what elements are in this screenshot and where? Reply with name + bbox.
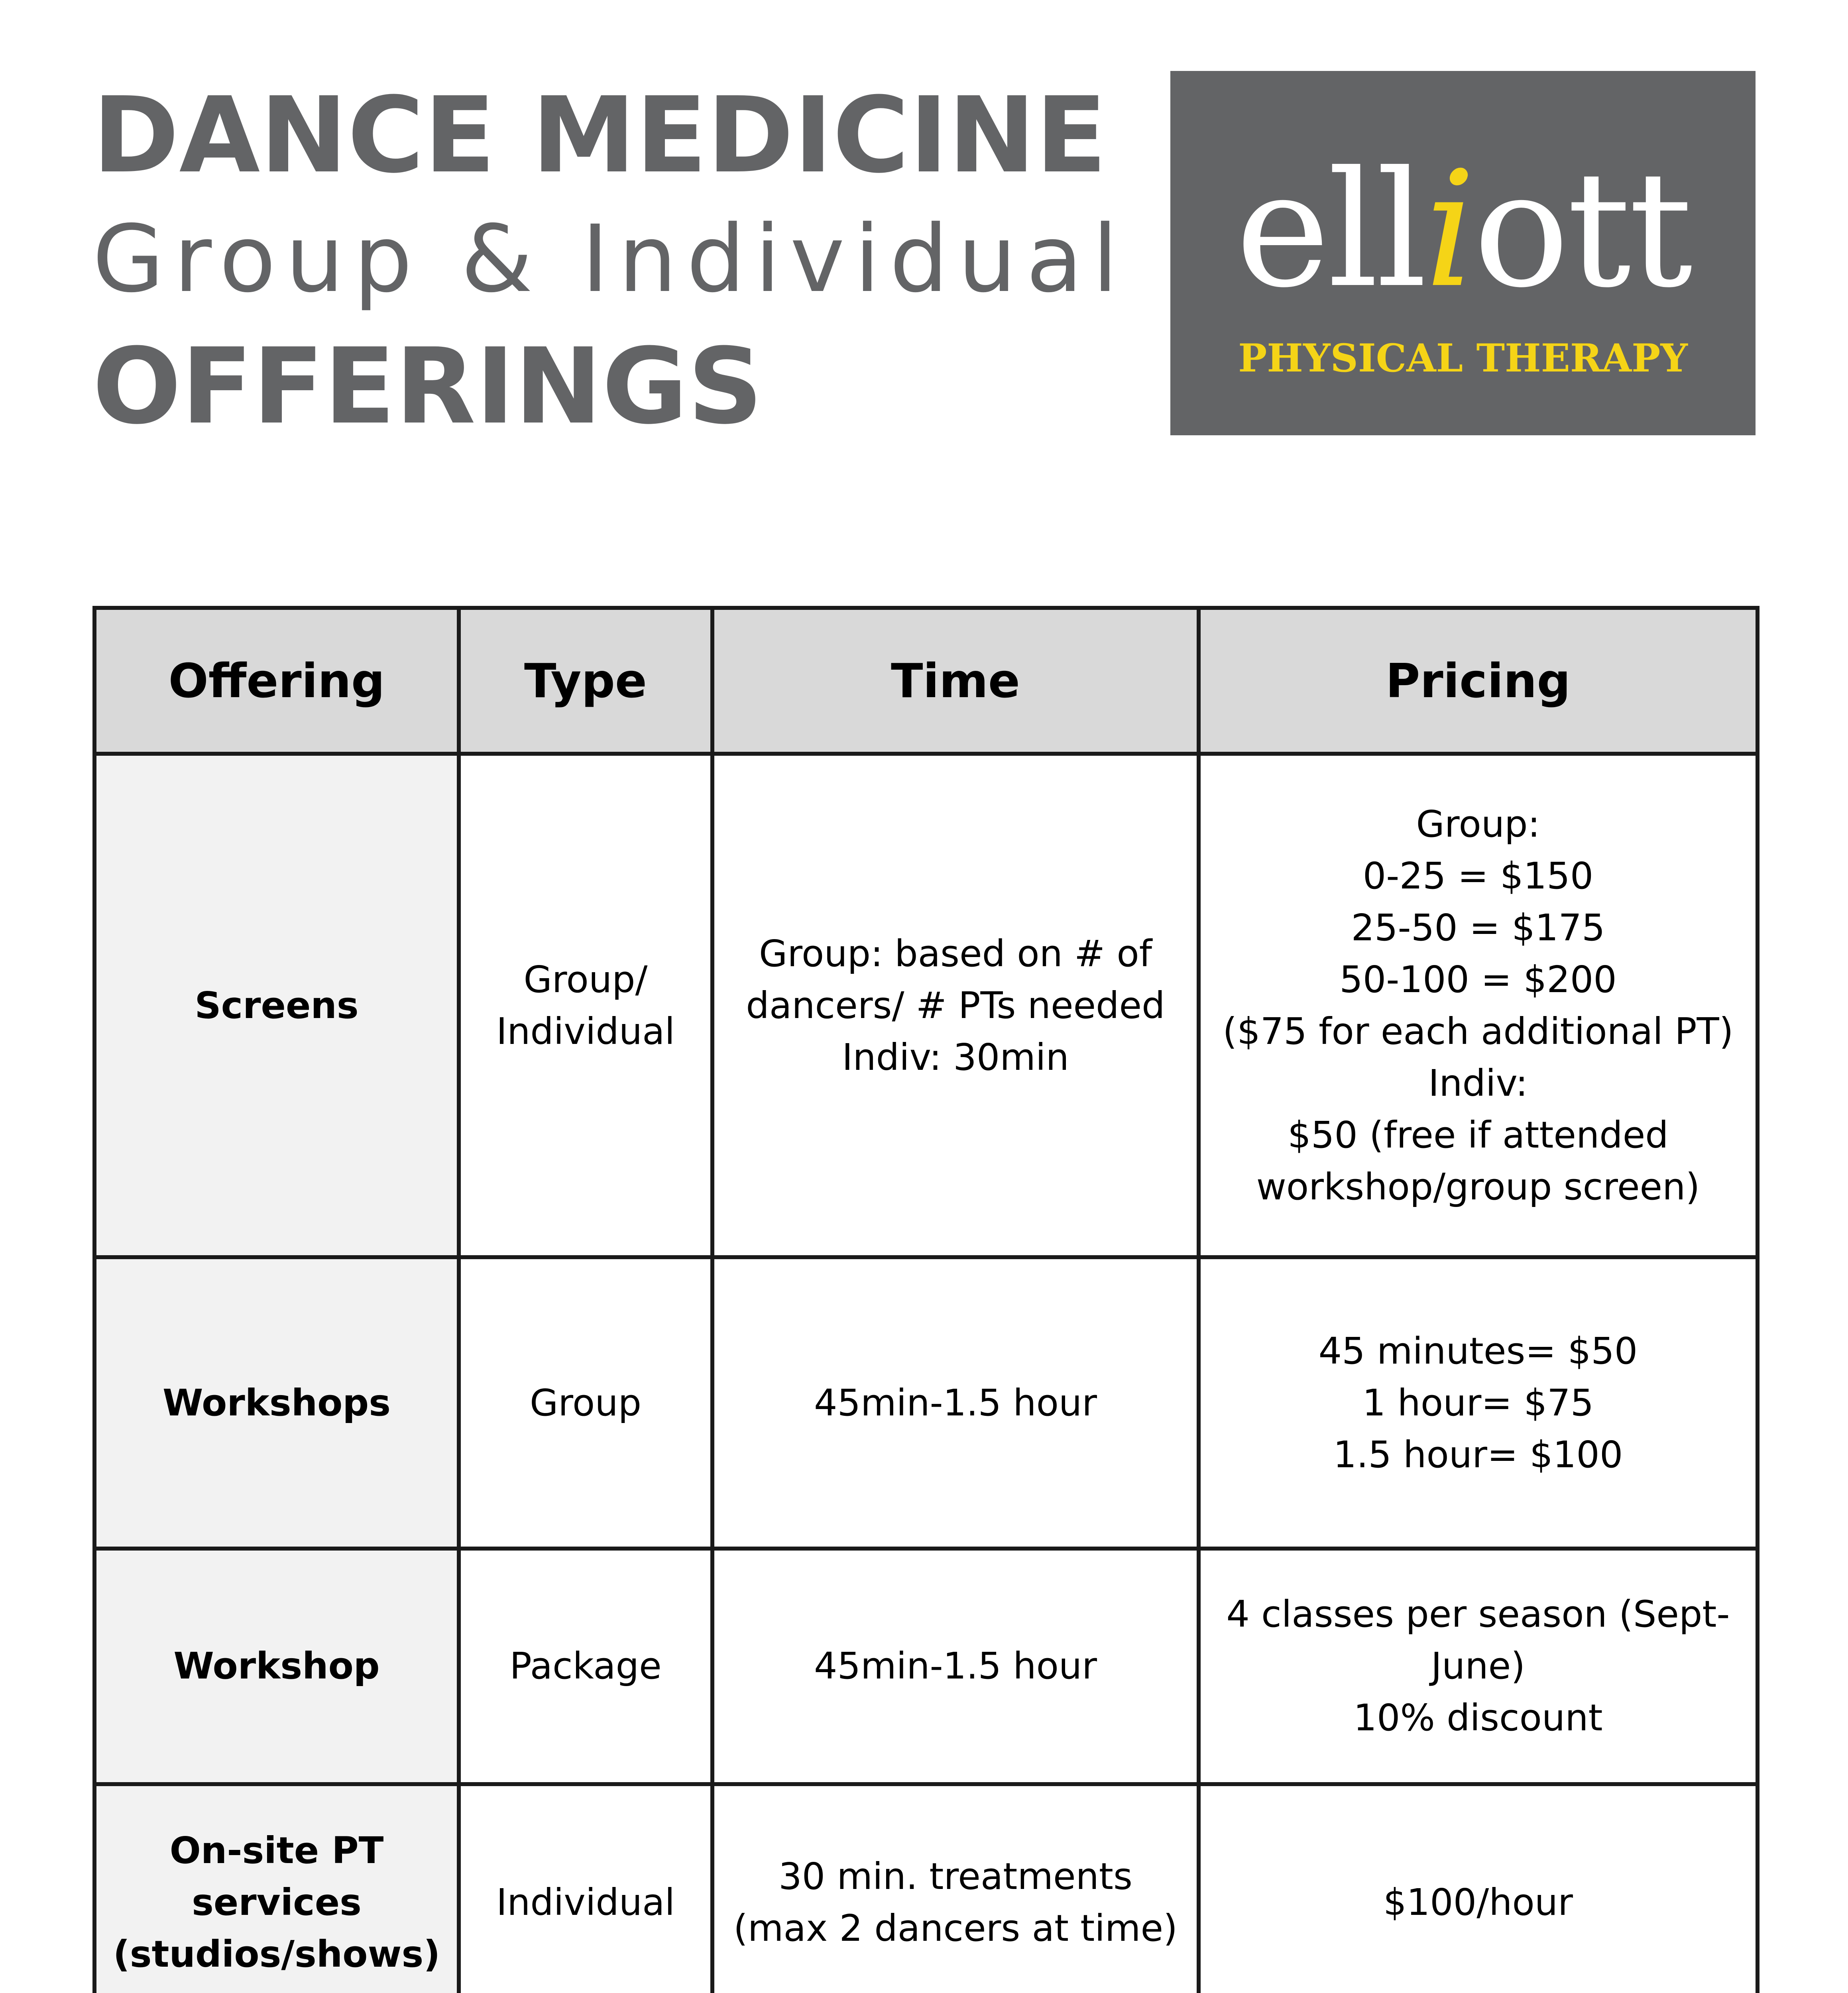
title-block (92, 76, 1128, 446)
cell-pricing (1199, 1257, 1758, 1549)
cell-pricing-line: ($75 for each additional PT) (1223, 1010, 1734, 1053)
table-row (94, 1257, 1758, 1549)
logo-word-start: ell (1235, 138, 1425, 323)
cell-pricing-line: 10% discount (1353, 1696, 1603, 1739)
logo-subtitle: PHYSICAL THERAPY (1238, 336, 1688, 381)
logo-wordmark (1170, 138, 1756, 323)
cell-type-line: Group (529, 1381, 642, 1424)
cell-pricing-line: 0-25 = $150 (1362, 854, 1594, 897)
cell-offering (94, 1257, 459, 1549)
page-title: DANCE MEDICINE (92, 75, 1107, 196)
cell-offering (94, 754, 459, 1257)
cell-pricing-line: 25-50 = $175 (1351, 906, 1605, 949)
table-row (94, 1549, 1758, 1784)
page-subtitle: Group & Individual (92, 205, 1128, 313)
cell-time-line: 30 min. treatments (779, 1855, 1132, 1898)
cell-pricing (1199, 1549, 1758, 1784)
cell-pricing-line: 4 classes per season (Sept- (1226, 1593, 1730, 1636)
cell-time (712, 1257, 1199, 1549)
cell-offering-line: Screens (195, 984, 359, 1027)
cell-type-line: Package (509, 1645, 662, 1688)
column-header-pricing: Pricing (1199, 608, 1758, 754)
table-header-row (94, 608, 1758, 754)
table-row (94, 1784, 1758, 1993)
cell-time (712, 1549, 1199, 1784)
logo-word-highlight: i (1425, 138, 1474, 323)
cell-pricing-line: 45 minutes= $50 (1318, 1329, 1638, 1372)
column-header-type: Type (459, 608, 712, 754)
elliott-logo (1170, 71, 1756, 435)
column-header-offering: Offering (94, 608, 459, 754)
cell-type-line: Individual (496, 1010, 675, 1053)
cell-offering-line: Workshops (162, 1381, 391, 1424)
table-row (94, 754, 1758, 1257)
page-title-offerings: OFFERINGS (92, 326, 763, 447)
cell-offering-line: (studios/shows) (113, 1933, 440, 1976)
cell-time-line: 45min-1.5 hour (814, 1645, 1097, 1688)
cell-type-line: Group/ (523, 958, 648, 1001)
cell-offering (94, 1784, 459, 1993)
cell-pricing-line: 50-100 = $200 (1339, 958, 1617, 1001)
cell-pricing-line: Group: (1416, 802, 1540, 845)
cell-type-line: Individual (496, 1881, 675, 1924)
logo-word-end: ott (1473, 138, 1691, 323)
cell-time-line: 45min-1.5 hour (814, 1381, 1097, 1424)
cell-pricing-line: $100/hour (1383, 1881, 1573, 1924)
cell-time (712, 1784, 1199, 1993)
cell-pricing-line: 1 hour= $75 (1362, 1381, 1594, 1424)
cell-pricing (1199, 754, 1758, 1257)
cell-pricing-line: 1.5 hour= $100 (1333, 1433, 1623, 1476)
cell-pricing-line: workshop/group screen) (1256, 1165, 1700, 1208)
cell-pricing-line: June) (1431, 1645, 1526, 1688)
cell-offering (94, 1549, 459, 1784)
cell-time-line: Group: based on # of (759, 932, 1152, 975)
cell-type (459, 1549, 712, 1784)
cell-type (459, 1784, 712, 1993)
cell-offering-line: services (192, 1881, 362, 1924)
offerings-table (92, 606, 1760, 1993)
cell-time-line: (max 2 dancers at time) (733, 1907, 1178, 1950)
cell-type (459, 754, 712, 1257)
cell-pricing-line: Indiv: (1428, 1061, 1528, 1105)
cell-pricing (1199, 1784, 1758, 1993)
cell-time-line: dancers/ # PTs needed (746, 984, 1165, 1027)
cell-offering-line: On-site PT (169, 1829, 384, 1872)
cell-type (459, 1257, 712, 1549)
cell-time-line: Indiv: 30min (842, 1036, 1069, 1079)
cell-pricing-line: $50 (free if attended (1288, 1113, 1669, 1156)
cell-time (712, 754, 1199, 1257)
cell-offering-line: Workshop (173, 1645, 380, 1688)
column-header-time: Time (712, 608, 1199, 754)
